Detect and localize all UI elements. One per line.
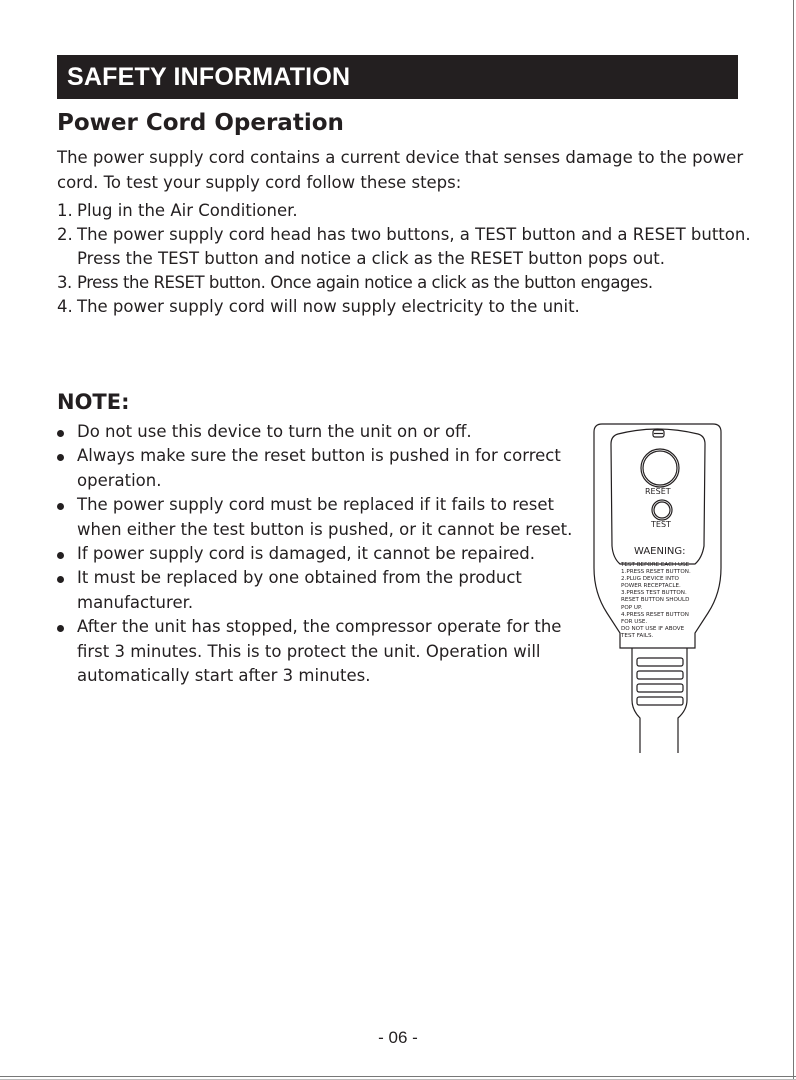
page-edge — [0, 1076, 796, 1077]
bullet-icon — [57, 625, 64, 632]
page-number: - 06 - — [378, 1028, 418, 1047]
note-text: After the unit has stopped, the compressor operate for the first 3 minutes. This is to protect the unit. Operation will automatically start after 3 minutes. — [77, 617, 562, 686]
note-text: The power supply cord must be replaced if it fails to reset when either the test button is pushed, or it cannot be reset. — [77, 495, 573, 539]
step-item — [57, 223, 757, 271]
step-item — [57, 271, 757, 295]
page-edge — [793, 0, 794, 1080]
plug-warning-text — [621, 562, 711, 640]
steps-list — [57, 199, 757, 319]
plug-text-line: DO NOT USE IF ABOVE — [621, 625, 685, 632]
bullet-icon — [57, 454, 64, 461]
section-banner: SAFETY INFORMATION — [57, 55, 738, 99]
bullet-icon — [57, 503, 64, 510]
note-text: Do not use this device to turn the unit on or off. — [77, 422, 472, 441]
step-number: 4. — [57, 297, 73, 316]
step-text: Press the RESET button. Once again notice a click as the button engages. — [77, 273, 653, 292]
plug-text-line: 4.PRESS RESET BUTTON — [621, 611, 689, 618]
plug-text-line: POP UP. — [621, 604, 643, 611]
reset-label: RESET — [645, 487, 671, 496]
notes-list — [57, 420, 577, 688]
note-item — [57, 444, 577, 493]
note-item — [57, 420, 577, 444]
note-text: It must be replaced by one obtained from the product manufacturer. — [77, 568, 522, 612]
test-label: TEST — [651, 520, 671, 529]
plug-text-line: POWER RECEPTACLE. — [621, 583, 681, 590]
step-number: 1. — [57, 201, 73, 220]
step-text: The power supply cord head has two buttons, a TEST button and a RESET button. Press the TEST button and notice a click as the RESET button pops out. — [77, 225, 751, 268]
step-item — [57, 295, 757, 319]
plug-warning-title: WAENING: — [634, 546, 686, 557]
plug-text-line: 3.PRESS TEST BUTTON. — [621, 590, 687, 597]
intro-paragraph: The power supply cord contains a current device that senses damage to the power cord. To test your supply cord follow these steps: — [57, 148, 744, 192]
note-item — [57, 542, 577, 566]
step-number: 3. — [57, 273, 72, 292]
note-text: If power supply cord is damaged, it cannot be repaired. — [77, 544, 536, 564]
step-text: The power supply cord will now supply electricity to the unit. — [77, 297, 580, 316]
plug-text-line: RESET BUTTON SHOULD — [621, 597, 690, 604]
bullet-icon — [57, 430, 64, 437]
plug-text-line: FOR USE. — [621, 618, 648, 625]
note-text: Always make sure the reset button is pushed in for correct operation. — [77, 446, 561, 490]
plug-text-line: TEST FAILS. — [621, 632, 654, 639]
note-title: NOTE: — [57, 390, 130, 414]
step-text: Plug in the Air Conditioner. — [77, 201, 298, 220]
note-item — [57, 566, 577, 615]
step-number: 2. — [57, 225, 73, 244]
plug-text-line: TEST BEFORE EACH USE — [621, 562, 690, 568]
plug-text-line: 1.PRESS RESET BUTTON. — [621, 569, 691, 576]
step-item — [57, 199, 757, 223]
bullet-icon — [57, 552, 64, 559]
note-item — [57, 493, 577, 542]
plug-text-line: 2.PLUG DEVICE INTO — [621, 576, 679, 583]
bullet-icon — [57, 576, 64, 583]
section-title: Power Cord Operation — [57, 110, 344, 136]
note-item — [57, 615, 577, 688]
